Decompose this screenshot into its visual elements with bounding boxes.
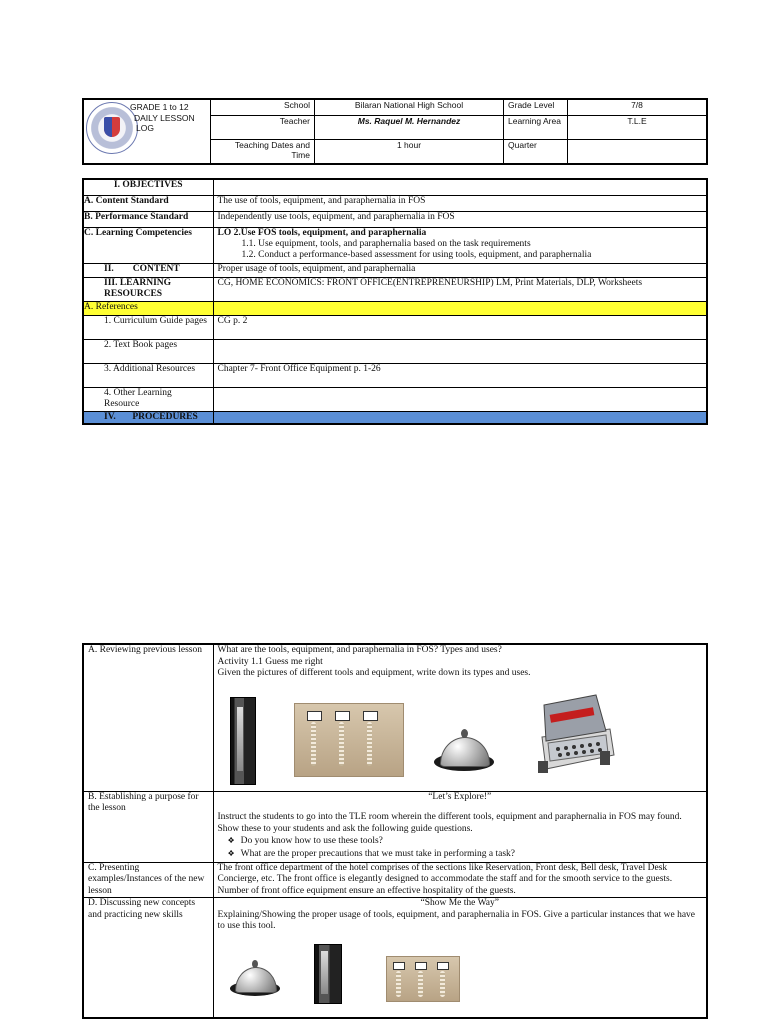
area-value: T.L.E [568, 115, 708, 139]
school-label: School [211, 99, 315, 115]
wall-phones-image-2 [386, 956, 460, 1002]
header-title-line1: GRADE 1 to 12 [130, 102, 189, 112]
purpose-label: B. Establishing a purpose for the lesson [83, 791, 213, 862]
procedures-table [82, 643, 708, 1019]
discussing-text: Explaining/Showing the proper usage of tools, equipment, and paraphernalia in FOS. Give a particular instances that we have to use this tool. [217, 909, 696, 931]
curriculum-guide-label: 1. Curriculum Guide pages [83, 315, 213, 339]
header-table [82, 98, 708, 165]
learning-resources-value: CG, HOME ECONOMICS: FRONT OFFICE(ENTREPRENEURSHIP) LM, Print Materials, DLP, Worksheets [213, 277, 707, 301]
objectives-heading: I. OBJECTIVES [83, 179, 213, 195]
teacher-value: Ms. Raquel M. Hernandez [315, 115, 504, 139]
cabinet-image-2 [314, 944, 342, 1004]
lc-title: LO 2.Use FOS tools, equipment, and paraphernalia [217, 227, 427, 238]
teacher-label: Teacher [211, 115, 315, 139]
additional-resources-value: Chapter 7- Front Office Equipment p. 1-26 [213, 363, 707, 387]
text-book-value [213, 339, 707, 363]
curriculum-guide-value: CG p. 2 [213, 315, 707, 339]
reviewing-line-3: Given the pictures of different tools and equipment, write down its types and uses. [217, 668, 531, 678]
content-value: Proper usage of tools, equipment, and paraphernalia [213, 263, 707, 277]
references-value [213, 301, 707, 315]
objectives-table [82, 178, 708, 425]
purpose-question-2: ❖ What are the proper precautions that we must take in performing a task? [240, 848, 703, 861]
learning-competencies-label: C. Learning Competencies [83, 227, 213, 263]
purpose-title: “Let’s Explore!” [428, 791, 492, 802]
lc-item-2: 1.2. Conduct a performance-based assessment for using tools, equipment, and paraphernalia [241, 249, 592, 260]
reviewing-label: A. Reviewing previous lesson [83, 644, 213, 791]
quarter-value [568, 140, 708, 164]
discussing-cell [213, 898, 707, 1018]
performance-standard-value: Independently use tools, equipment, and paraphernalia in FOS [213, 211, 707, 227]
wall-phones-image [294, 703, 404, 777]
service-bell-image [434, 727, 494, 773]
presenting-label: C. Presenting examples/Instances of the new lesson [83, 862, 213, 898]
learning-resources-label: III. LEARNING RESOURCES [83, 277, 213, 301]
dates-value: 1 hour [315, 140, 504, 164]
other-resources-value [213, 387, 707, 411]
other-resources-label: 4. Other Learning Resource [83, 387, 213, 411]
grade-value: 7/8 [568, 99, 708, 115]
reviewing-cell [213, 644, 707, 791]
lc-item-1: 1.1. Use equipment, tools, and paraphernalia based on the task requirements [241, 238, 531, 249]
school-value: Bilaran National High School [315, 99, 504, 115]
additional-resources-label: 3. Additional Resources [83, 363, 213, 387]
area-label: Learning Area [504, 115, 568, 139]
discussing-label: D. Discussing new concepts and practicing new skills [83, 898, 213, 1018]
header-title-line3: LOG [136, 123, 154, 133]
content-standard-label: A. Content Standard [83, 195, 213, 211]
purpose-cell [213, 791, 707, 862]
performance-standard-label: B. Performance Standard [83, 211, 213, 227]
service-bell-image-2 [230, 958, 280, 998]
header-title-line2: DAILY LESSON [134, 112, 195, 123]
discussing-title: “Show Me the Way” [420, 898, 499, 908]
references-label: A. References [83, 301, 213, 315]
objectives-empty [213, 179, 707, 195]
text-book-label: 2. Text Book pages [83, 339, 213, 363]
dates-label: Teaching Dates and Time [211, 140, 315, 164]
header-logo-cell [83, 99, 211, 164]
grade-label: Grade Level [504, 99, 568, 115]
presenting-text: The front office department of the hotel comprises of the sections like Reservation, Front desk, Bell desk, Travel Desk Concierge, etc. The front office is elegantly designed to accommodate the staff and for the smooth service to the guests. Number of front office equipment ensure an effective hospitality of the guests. [213, 862, 707, 898]
reviewing-line-1: What are the tools, equipment, and paraphernalia in FOS? Types and uses? [217, 645, 502, 655]
reviewing-line-2: Activity 1.1 Guess me right [217, 656, 323, 667]
purpose-question-1: ❖ Do you know how to use these tools? [240, 835, 703, 848]
learning-competencies-cell [213, 227, 707, 263]
procedures-bar [213, 411, 707, 424]
laminating-machine-image [536, 691, 616, 775]
content-label: II. CONTENT [83, 263, 213, 277]
procedures-label: IV. PROCEDURES [83, 411, 213, 424]
quarter-label: Quarter [504, 140, 568, 164]
cabinet-image [230, 697, 256, 785]
purpose-text: Instruct the students to go into the TLE room wherein the different tools, equipment and paraphernalia in FOS may found. Show these to your students and ask the following guide questions. [217, 812, 682, 834]
content-standard-value: The use of tools, equipment, and paraphernalia in FOS [213, 195, 707, 211]
